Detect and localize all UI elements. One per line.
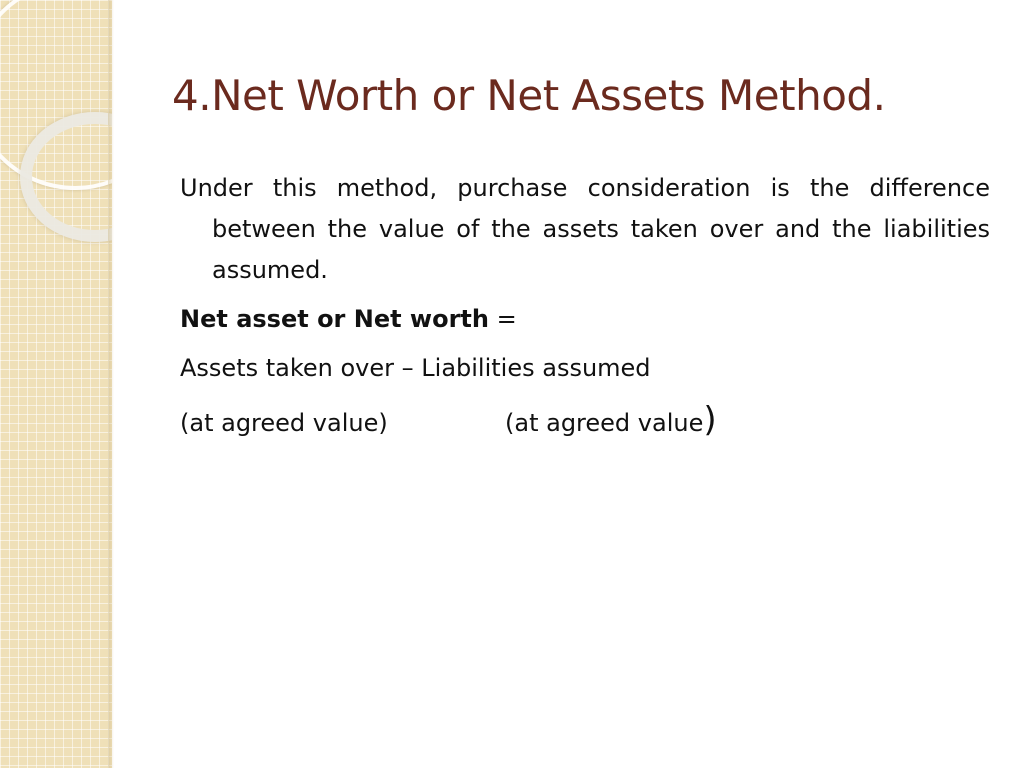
slide-title: 4.Net Worth or Net Assets Method. xyxy=(172,71,886,120)
value-note-liabilities-text: (at agreed value xyxy=(505,409,704,437)
value-note-liabilities xyxy=(505,400,717,444)
sidebar-shadow-edge xyxy=(108,0,114,768)
formula-value-notes xyxy=(180,400,990,444)
formula-label-bold: Net asset or Net worth xyxy=(180,305,489,333)
slide-body xyxy=(180,168,990,444)
formula-text: Assets taken over – Liabilities assumed xyxy=(180,354,651,382)
value-note-assets: (at agreed value) xyxy=(180,409,388,437)
formula-label-equals: = xyxy=(489,305,517,333)
value-note-closing-paren: ) xyxy=(703,400,717,440)
formula-label xyxy=(180,299,990,340)
definition-paragraph: Under this method, purchase consideration is the difference between the value of the assets taken over and the liabilities assumed. xyxy=(180,174,990,284)
decorative-sidebar xyxy=(0,0,112,768)
